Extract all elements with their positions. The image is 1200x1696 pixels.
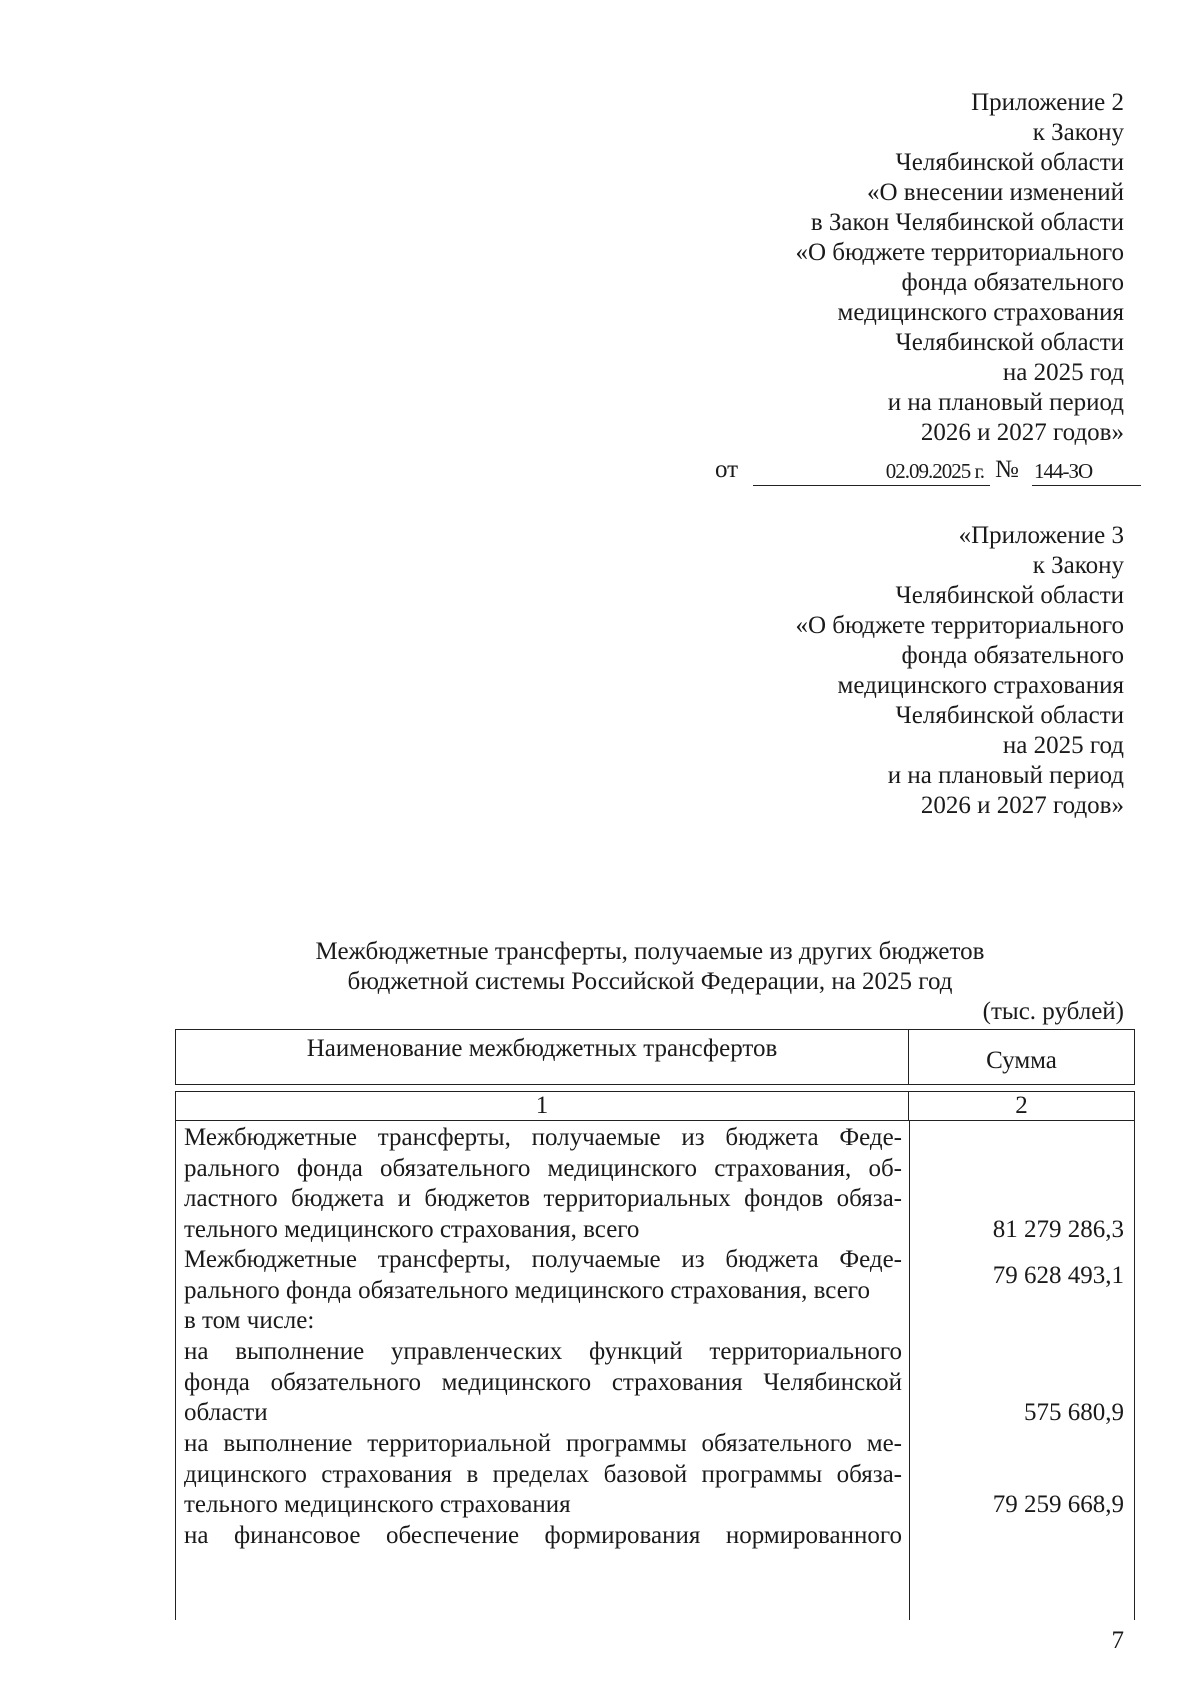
appendix-2-line: Челябинской области [895, 329, 1124, 356]
appendix-2-line: на 2025 год [1002, 359, 1124, 386]
row-text-line: дицинского страхования в пределах базовой программы обяза- [184, 1460, 902, 1488]
appendix-3-line: Челябинской области [895, 702, 1124, 729]
table-title [175, 937, 1125, 997]
table-body [175, 1121, 1135, 1620]
appendix-2-line: и на плановый период [887, 389, 1124, 416]
number-label: № [995, 456, 1019, 483]
number-field [1032, 455, 1141, 486]
row-text-line: на финансовое обеспечение формирования нормированного [184, 1522, 902, 1549]
appendix-2-line: в Закон Челябинской области [810, 209, 1124, 236]
column-numbers-row [175, 1091, 1135, 1121]
appendix-3-line: «Приложение 3 [958, 522, 1124, 549]
header-name-column: Наименование межбюджетных трансфертов [176, 1030, 909, 1084]
appendix-3-line: медицинского страхования [837, 672, 1124, 699]
appendix-3-line: и на плановый период [887, 762, 1124, 789]
date-field [753, 455, 990, 486]
law-reference-line [715, 455, 1141, 487]
row-text-line: Межбюджетные трансферты, получаемые из бюджета Феде- [184, 1246, 902, 1273]
table-title-line: бюджетной системы Российской Федерации, на 2025 год [347, 968, 953, 995]
header-amount-column: Сумма [986, 1047, 1057, 1074]
table-header [175, 1029, 1135, 1085]
row-amount: 79 259 668,9 [992, 1491, 1124, 1518]
row-text-line: на выполнение управленческих функций территориального [184, 1338, 902, 1365]
row-text-line: рального фонда обязательного медицинского страхования, всего [184, 1276, 870, 1304]
row-name [184, 1521, 902, 1552]
page-number: 7 [1111, 1627, 1124, 1654]
row-name [184, 1337, 902, 1429]
appendix-3-line: Челябинской области [895, 582, 1124, 609]
column-number: 2 [1015, 1092, 1028, 1119]
appendix-2-line: Челябинской области [895, 149, 1124, 176]
appendix-3-line: «О бюджете территориального [795, 612, 1124, 639]
row-text-line: рального фонда обязательного медицинского страхования, об- [184, 1154, 902, 1182]
appendix-2-line: фонда обязательного [901, 269, 1124, 296]
appendix-3-line: 2026 и 2027 годов» [920, 792, 1124, 819]
appendix-2-line: «О бюджете территориального [795, 239, 1124, 266]
appendix-2-line: «О внесении изменений [866, 179, 1124, 206]
appendix-3-line: к Закону [1032, 552, 1124, 579]
row-amount: 81 279 286,3 [992, 1216, 1124, 1243]
transfers-table [175, 1029, 1135, 1620]
number-value: 144-ЗО [1034, 459, 1093, 483]
column-divider [909, 1121, 910, 1620]
row-amount: 575 680,9 [1024, 1399, 1124, 1426]
row-text-line: на выполнение территориальной программы обязательного ме- [184, 1430, 902, 1457]
row-text-line: тельного медицинского страхования, всего [184, 1215, 640, 1243]
row-name [184, 1429, 902, 1521]
appendix-2-line: Приложение 2 [971, 89, 1124, 116]
column-number: 1 [176, 1092, 909, 1120]
appendix-2-header [795, 88, 1124, 448]
row-text-line: в том числе: [184, 1307, 315, 1334]
appendix-2-line: 2026 и 2027 годов» [920, 419, 1124, 446]
row-text-line: Межбюджетные трансферты, получаемые из бюджета Феде- [184, 1124, 902, 1151]
row-text-line: ластного бюджета и бюджетов территориальных фондов обяза- [184, 1185, 902, 1212]
table-title-line: Межбюджетные трансферты, получаемые из других бюджетов [315, 938, 985, 965]
appendix-3-line: фонда обязательного [901, 642, 1124, 669]
units-label: (тыс. рублей) [982, 998, 1124, 1025]
row-text-line: фонда обязательного медицинского страхования Челябинской [184, 1368, 902, 1396]
row-name [184, 1306, 902, 1337]
row-text-line: тельного медицинского страхования [184, 1491, 571, 1518]
appendix-3-line: на 2025 год [1002, 732, 1124, 759]
appendix-3-header [795, 521, 1124, 821]
appendix-2-line: медицинского страхования [837, 299, 1124, 326]
row-amount: 79 628 493,1 [992, 1262, 1124, 1289]
from-label: от [715, 456, 739, 483]
appendix-2-line: к Закону [1032, 119, 1124, 146]
row-name [184, 1245, 902, 1306]
row-name [184, 1123, 902, 1245]
row-text-line: области [184, 1399, 268, 1426]
date-value: 02.09.2025 г. [885, 459, 984, 483]
